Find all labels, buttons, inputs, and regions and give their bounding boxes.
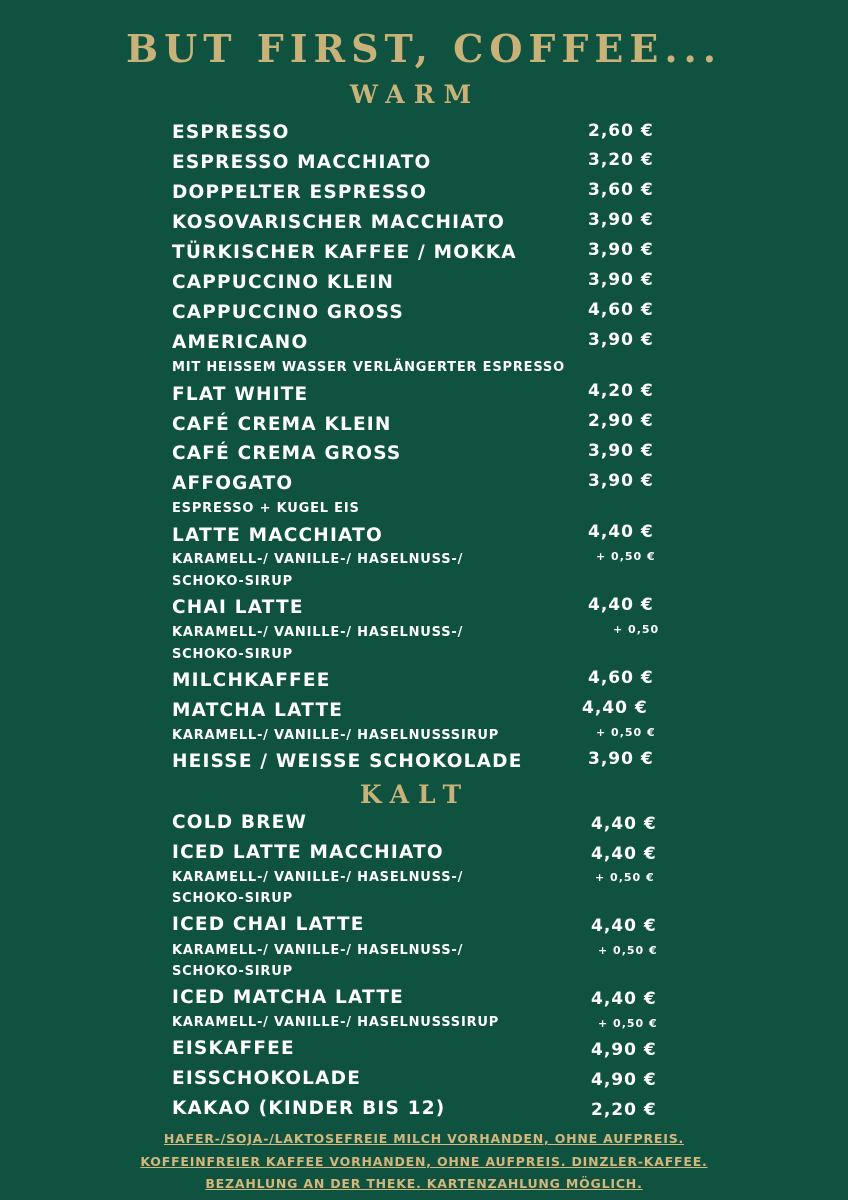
menu-item-price: 4,40 € — [588, 595, 654, 615]
menu-item-name: CAFÉ CREMA GROSS — [172, 443, 402, 464]
menu-item-price: 3,90 € — [588, 270, 654, 290]
menu-item-name: COLD BREW — [172, 812, 308, 833]
menu-item-name: CHAI LATTE — [172, 597, 304, 618]
menu-item-name: CAPPUCCINO GROSS — [172, 302, 404, 323]
menu-item-price: 4,40 € — [591, 989, 657, 1009]
menu-item-name: FLAT WHITE — [172, 384, 309, 405]
section-heading-kalt: KALT — [359, 780, 471, 809]
addon-price: + 0,50 € — [596, 726, 656, 739]
menu-item-name: LATTE MACCHIATO — [172, 525, 383, 546]
menu-item-name: ICED CHAI LATTE — [172, 914, 365, 935]
menu-item-price: 4,90 € — [591, 1070, 657, 1090]
menu-item-price: 3,20 € — [588, 150, 654, 170]
menu-item-price: 3,90 € — [588, 240, 654, 260]
footer-line-milk: HAFER-/SOJA-/LAKTOSEFREIE MILCH VORHANDEN, OHNE AUFPREIS. — [163, 1131, 685, 1146]
menu-item-name: EISSCHOKOLADE — [172, 1068, 362, 1089]
menu-item-name: ESPRESSO MACCHIATO — [172, 152, 432, 173]
menu-item-price: 3,90 € — [588, 330, 654, 350]
menu-item-price: 3,90 € — [588, 210, 654, 230]
menu-item-price: 3,90 € — [588, 749, 654, 769]
menu-item-name: KAKAO (KINDER BIS 12) — [172, 1098, 446, 1119]
menu-item-name: TÜRKISCHER KAFFEE / MOKKA — [172, 242, 517, 263]
menu-item-name: DOPPELTER ESPRESSO — [172, 182, 428, 203]
menu-item-description: KARAMELL-/ VANILLE-/ HASELNUSSSIRUP — [172, 1015, 500, 1030]
menu-item-description: SCHOKO-SIRUP — [172, 891, 293, 906]
menu-item-description: ESPRESSO + KUGEL EIS — [172, 501, 360, 516]
addon-price: + 0,50 — [613, 623, 660, 636]
menu-item-price: 4,40 € — [591, 916, 657, 936]
menu-item-description: SCHOKO-SIRUP — [172, 647, 293, 662]
menu-item-name: CAFÉ CREMA KLEIN — [172, 414, 392, 435]
menu-item-name: ESPRESSO — [172, 122, 290, 143]
menu-item-price: 4,40 € — [582, 698, 648, 718]
addon-price: + 0,50 € — [596, 550, 656, 563]
footer-line-payment: BEZAHLUNG AN DER THEKE. KARTENZAHLUNG MÖGLICH. — [205, 1176, 643, 1191]
addon-price: + 0,50 € — [598, 944, 658, 957]
addon-price: + 0,50 € — [598, 1017, 658, 1030]
menu-item-description: KARAMELL-/ VANILLE-/ HASELNUSS-/ — [172, 552, 464, 567]
menu-item-description: SCHOKO-SIRUP — [172, 574, 293, 589]
menu-item-price: 4,20 € — [588, 381, 654, 401]
menu-item-price: 4,90 € — [591, 1040, 657, 1060]
menu-item-description: KARAMELL-/ VANILLE-/ HASELNUSSSIRUP — [172, 728, 500, 743]
menu-item-description: MIT HEISSEM WASSER VERLÄNGERTER ESPRESSO — [172, 360, 565, 375]
menu-item-description: KARAMELL-/ VANILLE-/ HASELNUSS-/ — [172, 625, 464, 640]
menu-item-price: 2,60 € — [588, 121, 654, 141]
menu-item-price: 3,60 € — [588, 180, 654, 200]
menu-item-name: CAPPUCCINO KLEIN — [172, 272, 395, 293]
menu-item-price: 3,90 € — [588, 441, 654, 461]
menu-item-description: SCHOKO-SIRUP — [172, 964, 293, 979]
menu-item-name: EISKAFFEE — [172, 1038, 295, 1059]
addon-price: + 0,50 € — [595, 871, 655, 884]
menu-item-name: ICED LATTE MACCHIATO — [172, 842, 444, 863]
section-heading-warm: WARM — [349, 80, 481, 109]
menu-item-price: 4,40 € — [588, 522, 654, 542]
footer-line-decaf: KOFFEINFREIER KAFFEE VORHANDEN, OHNE AUFPREIS. DINZLER-KAFFEE. — [140, 1153, 708, 1169]
menu-item-price: 4,60 € — [588, 668, 654, 688]
menu-item-name: MILCHKAFFEE — [172, 670, 331, 691]
menu-item-price: 2,20 € — [591, 1100, 657, 1120]
menu-item-price: 4,60 € — [588, 300, 654, 320]
menu-item-description: KARAMELL-/ VANILLE-/ HASELNUSS-/ — [172, 870, 464, 885]
menu-item-price: 4,40 € — [591, 814, 657, 834]
menu-item-price: 3,90 € — [588, 471, 654, 491]
menu-item-name: AFFOGATO — [172, 473, 294, 494]
menu-item-price: 2,90 € — [588, 411, 654, 431]
menu-item-name: AMERICANO — [172, 332, 309, 353]
menu-item-name: MATCHA LATTE — [172, 700, 344, 721]
menu-item-name: KOSOVARISCHER MACCHIATO — [172, 212, 506, 233]
menu-item-description: KARAMELL-/ VANILLE-/ HASELNUSS-/ — [172, 943, 464, 958]
menu-item-name: ICED MATCHA LATTE — [172, 987, 404, 1008]
footer-notes — [0, 1128, 848, 1196]
menu-item-name: HEISSE / WEISSE SCHOKOLADE — [172, 751, 523, 772]
menu-title: BUT FIRST, COFFEE... — [125, 26, 723, 71]
menu-item-price: 4,40 € — [591, 844, 657, 864]
